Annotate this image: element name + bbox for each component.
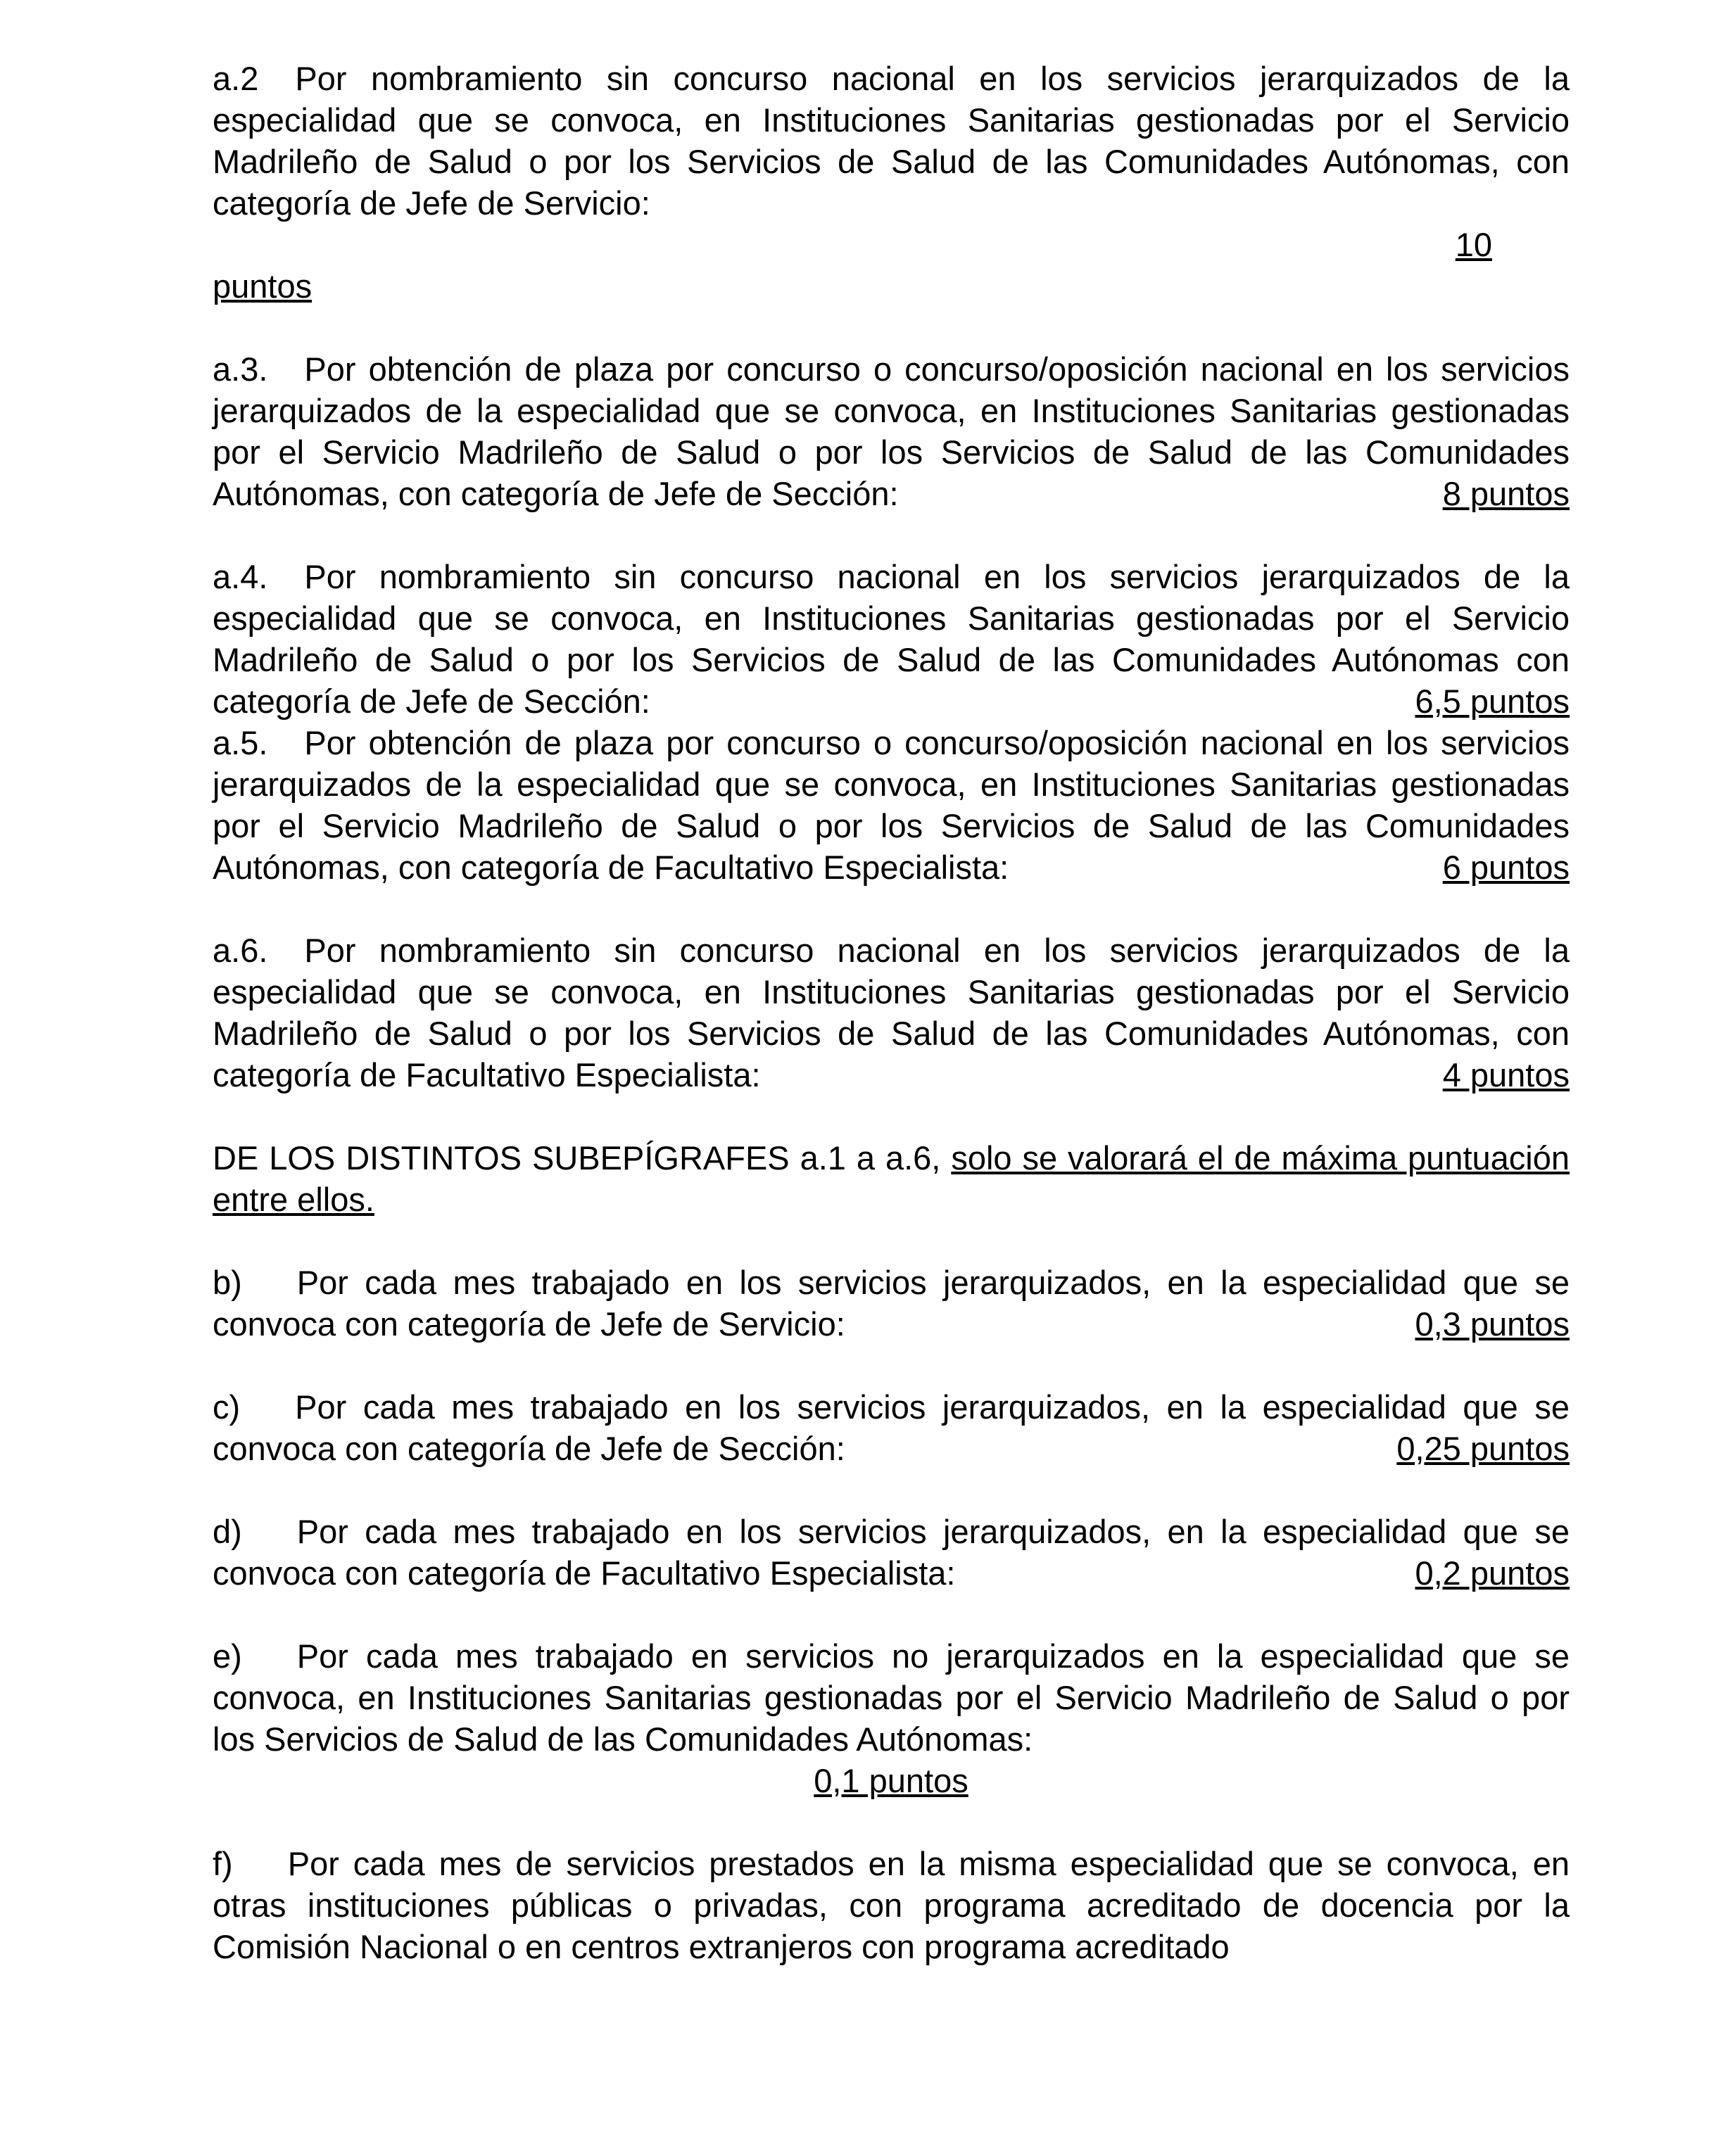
clause-e-paragraph bbox=[213, 1635, 1570, 1760]
clause-a2-paragraph bbox=[213, 58, 1570, 224]
clause-a6-body: Por nombramiento sin concurso nacional en los servicios jerarquizados de la especialidad que se convoca, en Instituciones Sanitarias gestionadas por el Servicio Madrileño de Salud o por los Servicios de Salud de las Comunidades Autónomas, con categoría de Facultativo Especialista: bbox=[213, 932, 1570, 1093]
clause-f bbox=[213, 1843, 1570, 1967]
clause-a5-body: Por obtención de plaza por concurso o concurso/oposición nacional en los servicios jerarquizados de la especialidad que se convoca, en Instituciones Sanitarias gestionadas por el Servicio Madrileño de Salud o por los Servicios de Salud de las Comunidades Autónomas, con categoría de Facultativo Especialista: bbox=[213, 724, 1570, 886]
clause-c-paragraph bbox=[213, 1386, 1570, 1469]
clause-a4 bbox=[213, 556, 1570, 722]
clause-a2-label: a.2 bbox=[213, 60, 259, 97]
clause-a2-points-number-line bbox=[213, 224, 1570, 265]
clause-a6-label: a.6. bbox=[213, 932, 268, 969]
clause-a2-points-number: 10 bbox=[1455, 226, 1492, 263]
clause-f-body: Por cada mes de servicios prestados en la misma especialidad que se convoca, en otras instituciones públicas o privadas, con programa acreditado de docencia por la Comisión Nacional o en centros extranjeros con programa acreditado bbox=[213, 1845, 1570, 1965]
clause-a3-paragraph bbox=[213, 348, 1570, 514]
clause-b-points: 0,3 puntos bbox=[1415, 1305, 1570, 1343]
clause-e-label: e) bbox=[213, 1637, 242, 1675]
clause-d-body: Por cada mes trabajado en los servicios jerarquizados, en la especialidad que se convoca con categoría de Facultativo Especialista: bbox=[213, 1513, 1570, 1592]
clause-a3 bbox=[213, 348, 1570, 514]
clause-a5-points: 6 puntos bbox=[1442, 849, 1570, 886]
clause-a6-points: 4 puntos bbox=[1442, 1056, 1570, 1093]
clause-b bbox=[213, 1262, 1570, 1345]
clause-e bbox=[213, 1635, 1570, 1801]
clause-e-points-line bbox=[213, 1760, 1570, 1801]
subepigrafes-note-underlined: solo se valorará el de máxima puntuación entre ellos. bbox=[213, 1139, 1570, 1218]
clause-a4-paragraph bbox=[213, 556, 1570, 722]
clause-e-points: 0,1 puntos bbox=[814, 1762, 968, 1799]
clause-e-body: Por cada mes trabajado en servicios no jerarquizados en la especialidad que se convoca, en Instituciones Sanitarias gestionadas por el Servicio Madrileño de Salud o por los Servicios de Salud de las Comunidades Autónomas: bbox=[213, 1637, 1570, 1758]
clause-d bbox=[213, 1511, 1570, 1594]
clause-f-paragraph bbox=[213, 1843, 1570, 1967]
clause-a2-body: Por nombramiento sin concurso nacional en los servicios jerarquizados de la especialidad que se convoca, en Instituciones Sanitarias gestionadas por el Servicio Madrileño de Salud o por los Servicios de Salud de las Comunidades Autónomas, con categoría de Jefe de Servicio: bbox=[213, 60, 1570, 222]
clause-a2 bbox=[213, 58, 1570, 307]
clause-a5-label: a.5. bbox=[213, 724, 268, 761]
clause-a3-label: a.3. bbox=[213, 350, 268, 388]
clause-d-label: d) bbox=[213, 1513, 242, 1550]
clause-a4-points: 6,5 puntos bbox=[1415, 683, 1570, 720]
clause-a6 bbox=[213, 930, 1570, 1096]
subepigrafes-note-block bbox=[213, 1137, 1570, 1220]
clause-c-points: 0,25 puntos bbox=[1396, 1430, 1570, 1467]
clause-c-label: c) bbox=[213, 1388, 241, 1426]
clause-a6-paragraph bbox=[213, 930, 1570, 1096]
clause-a2-points-word: puntos bbox=[213, 267, 313, 305]
clause-f-label: f) bbox=[213, 1845, 233, 1882]
clause-a4-body: Por nombramiento sin concurso nacional en los servicios jerarquizados de la especialidad que se convoca, en Instituciones Sanitarias gestionadas por el Servicio Madrileño de Salud o por los Servicios de Salud de las Comunidades Autónomas con categoría de Jefe de Sección: bbox=[213, 558, 1570, 720]
clause-a5 bbox=[213, 722, 1570, 888]
clause-d-paragraph bbox=[213, 1511, 1570, 1594]
clause-a4-label: a.4. bbox=[213, 558, 268, 595]
clause-a3-points: 8 puntos bbox=[1442, 475, 1570, 512]
clause-a3-body: Por obtención de plaza por concurso o concurso/oposición nacional en los servicios jerarquizados de la especialidad que se convoca, en Instituciones Sanitarias gestionadas por el Servicio Madrileño de Salud o por los Servicios de Salud de las Comunidades Autónomas, con categoría de Jefe de Sección: bbox=[213, 350, 1570, 512]
subepigrafes-note-lead: DE LOS DISTINTOS SUBEPÍGRAFES a.1 a a.6, bbox=[213, 1139, 941, 1177]
subepigrafes-note bbox=[213, 1137, 1570, 1220]
clause-b-paragraph bbox=[213, 1262, 1570, 1345]
clause-c-body: Por cada mes trabajado en los servicios jerarquizados, en la especialidad que se convoca con categoría de Jefe de Sección: bbox=[213, 1388, 1570, 1467]
clause-b-body: Por cada mes trabajado en los servicios jerarquizados, en la especialidad que se convoca con categoría de Jefe de Servicio: bbox=[213, 1264, 1570, 1343]
clause-a2-points-word-line bbox=[213, 265, 1570, 307]
clause-c bbox=[213, 1386, 1570, 1469]
clause-a5-paragraph bbox=[213, 722, 1570, 888]
clause-d-points: 0,2 puntos bbox=[1415, 1554, 1570, 1592]
clause-b-label: b) bbox=[213, 1264, 242, 1301]
